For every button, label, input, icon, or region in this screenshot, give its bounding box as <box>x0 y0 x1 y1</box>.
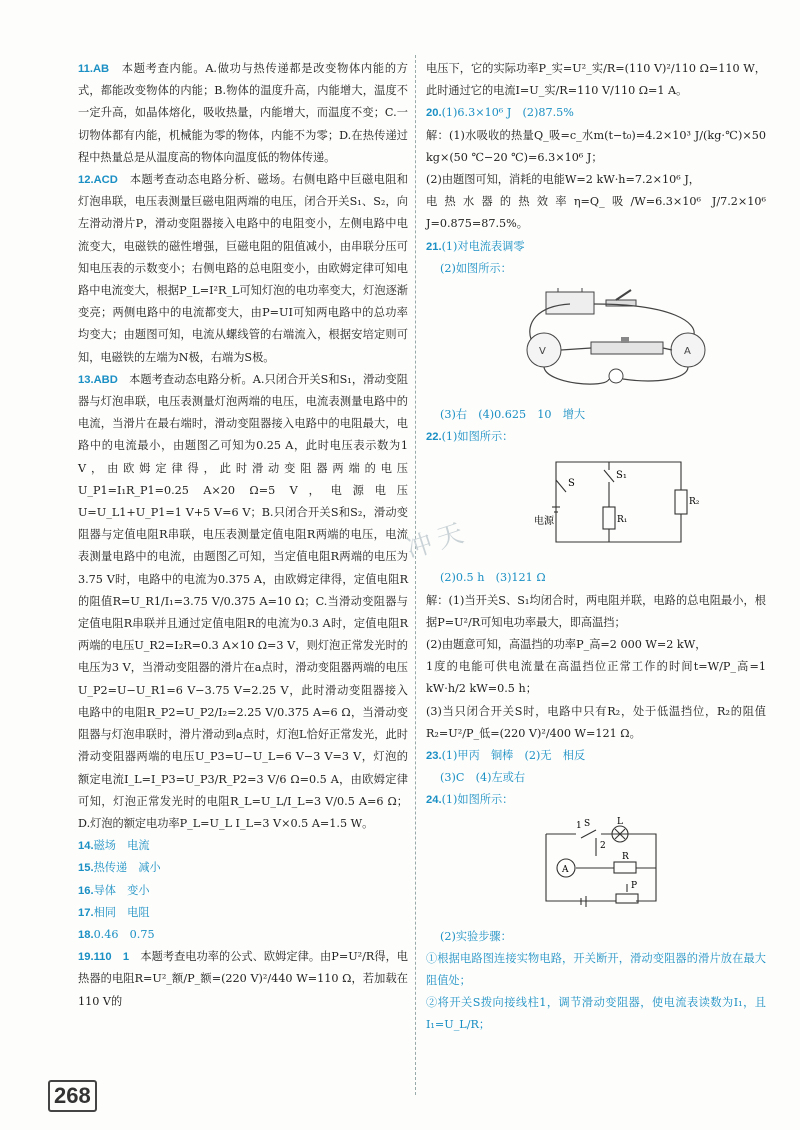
question-number: 14. <box>78 840 94 853</box>
question-number: 13. <box>78 373 94 386</box>
answer-text: 热传递 减小 <box>93 861 161 875</box>
q21-answer-1 <box>426 236 766 258</box>
q20-number: 20. <box>426 107 442 120</box>
answer-text: 相同 电阻 <box>93 905 150 919</box>
svg-text:A: A <box>684 346 691 358</box>
answer-key: AB <box>92 63 110 75</box>
q23-number: 23. <box>426 750 442 763</box>
explanation-text: 本题考查电功率的公式、欧姆定律。由P=U²/R得，电热器的电阻R=U²_额/P_额=(220 V)²/440 W=110 Ω，若加载在110 V的 <box>78 950 408 1008</box>
question-number: 16. <box>78 884 94 897</box>
answer-key: 110 1 <box>93 951 130 964</box>
q22-label-s1: S₁ <box>616 470 627 482</box>
question-number: 11. <box>78 63 93 75</box>
answer-key: ABD <box>93 373 118 386</box>
q24-answer-4: ②将开关S拨向接线柱1，调节滑动变阻器，使电流表读数为I₁，且I₁=U_L/R； <box>426 996 766 1032</box>
q22-answer-1 <box>426 426 766 448</box>
q22-answer-2: (2)0.5 h (3)121 Ω <box>440 571 546 585</box>
q23-answer-2: (3)C (4)左或右 <box>440 771 526 785</box>
answer-text: 导体 变小 <box>93 883 150 897</box>
left-column <box>78 58 408 1013</box>
question-14 <box>78 835 408 857</box>
question-19 <box>78 946 408 1013</box>
q20-answer-text: (1)6.3×10⁶ J (2)87.5% <box>441 106 574 120</box>
q24-label-r: R <box>622 851 629 862</box>
q23-answer-1-text: (1)甲丙 铜棒 (2)无 相反 <box>441 749 586 763</box>
answer-text: 0.46 0.75 <box>93 927 155 941</box>
q21-answer-1-text: (1)对电流表调零 <box>441 239 525 253</box>
q24-label-a: A <box>562 864 569 875</box>
q21-answer-3: (3)右 (4)0.625 10 增大 <box>440 408 586 422</box>
q22-label-r2: R₂ <box>689 497 700 508</box>
q22-answer-1-text: (1)如图所示： <box>441 430 514 444</box>
q24-label-l: L <box>617 816 623 827</box>
question-number: 15. <box>78 862 94 875</box>
battery-pack <box>546 292 594 314</box>
explanation-text: 本题考查内能。A.做功与热传递都是改变物体内能的方式，都能改变物体的内能；B.物体的温度升高，内能增大，温度不一定升高，如晶体熔化，吸收热量，内能增大，而温度不变；C.一切物体都有内能，机械能为零的物体，内能不为零；D.在热传递过程中热量总是从温度高的物体向温度低的物体传递。 <box>78 62 408 164</box>
q24-label-2: 2 <box>600 840 606 851</box>
page-number: 268 <box>48 1080 97 1112</box>
bulb <box>609 369 623 383</box>
question-number: 17. <box>78 906 94 919</box>
q19-continued: 电压下，它的实际功率P_实=U²_实/R=(110 V)²/110 Ω=110 W，此时通过它的电流I=U_实/R=110 V/110 Ω=1 A。 <box>426 62 766 98</box>
q21-circuit-svg <box>426 284 756 394</box>
q24-answer-1 <box>426 789 766 811</box>
q24-answer-2: (2)实验步骤： <box>440 929 512 943</box>
answer-text: 磁场 电流 <box>93 839 150 853</box>
q24-answer-3: ①根据电路图连接实物电路，开关断开，滑动变阻器的滑片放在最大阻值处； <box>426 951 766 988</box>
q20-solution-3: 电热水器的热效率η=Q_吸/W=6.3×10⁶ J/7.2×10⁶ J=0.875=87.5%。 <box>426 195 766 231</box>
question-15 <box>78 857 408 879</box>
rheostat <box>591 342 663 354</box>
question-13 <box>78 369 408 835</box>
svg-text:V: V <box>539 346 546 358</box>
q21-circuit-figure <box>426 284 766 398</box>
question-11 <box>78 58 408 169</box>
q20-solution-2: (2)由题图可知，消耗的电能W=2 kW·h=7.2×10⁶ J， <box>426 173 700 187</box>
question-number: 19. <box>78 951 94 964</box>
q24-number: 24. <box>426 794 442 807</box>
q21-number: 21. <box>426 240 442 253</box>
q22-label-s: S <box>568 478 575 490</box>
q24-label-p: P <box>631 880 638 891</box>
q24-label-s: S <box>584 818 591 829</box>
question-17 <box>78 902 408 924</box>
explanation-text: 本题考查动态电路分析。A.只闭合开关S和S₁，滑动变阻器与灯泡串联，电压表测量灯泡两端的电压，电流表测量电路中的电流，当滑片在最右端时，滑动变阻器接入电路中的电阻最大，电路中的电流最小，由题图乙可知为0.25 A，此时电压表示数为1 V，由欧姆定律得，此时滑动变阻器两端的电压U_P1=I₁R_P1=0.25 A×20 Ω=5 V，电源电压U=U_L1+U_P1=1 V+5 V=6 V；B.只闭合开关S和S₂，滑动变阻器与定值电阻R串联，电压表测量定值电阻R两端的电压，电流表测量电路中的电流，由题图乙可知，当定值电阻R两端的电压为3.75 V时，电路中的电流为0.375 A，由欧姆定律得，定值电阻R的阻值R=U_R1/I₁=3.75 V/0.375 A=10 Ω；C.当滑动变阻器与定值电阻R串联并且通过定值电阻R的电流为0.3 A时，定值电阻R两端的电压U_R2=I₂R=0.3 A×10 Ω=3 V，则灯泡正常发光时的电压为3 V，当滑动变阻器的滑片在a点时，滑动变阻器两端的电压U_P2=U−U_R1=6 V−3.75 V=2.25 V，此时滑动变阻器接入电路中的电阻R_P2=U_P2/I₂=2.25 V/0.375 A=6 Ω，当滑动变阻器与灯泡串联时，滑片滑动到a点时，灯泡L恰好正常发光，此时滑动变阻器两端的电压U_P3=U−U_L=6 V−3 V=3 V，灯泡的额定电流I_L=I_P3=U_P3/R_P2=3 V/6 Ω=0.5 A，由欧姆定律可知，灯泡正常发光时的电阻R_L=U_L/I_L=3 V/0.5 A=6 Ω；D.灯泡的额定电功率P_L=U_L I_L=3 V×0.5 A=1.5 W。 <box>78 372 408 830</box>
q22-label-r1: R₁ <box>617 515 628 526</box>
q20-solution-1: 解：(1)水吸收的热量Q_吸=c_水m(t−t₀)=4.2×10³ J/(kg·℃)×50 kg×(50 ℃−20 ℃)=6.3×10⁶ J； <box>426 128 766 164</box>
right-column <box>426 58 766 1037</box>
question-number: 18. <box>78 928 94 941</box>
q24-answer-1-text: (1)如图所示： <box>441 793 514 807</box>
q23-answer-1 <box>426 745 766 767</box>
question-16 <box>78 880 408 902</box>
column-divider <box>415 55 416 1095</box>
q24-label-1: 1 <box>576 820 582 831</box>
question-12 <box>78 169 408 369</box>
question-18 <box>78 924 408 946</box>
q22-number: 22. <box>426 431 442 444</box>
explanation-text: 本题考查动态电路分析、磁场。右侧电路中巨磁电阻和灯泡串联，电压表测量巨磁电阻两端的电压，闭合开关S₁、S₂，向左滑动滑片P，滑动变阻器接入电路中的电阻变小，左侧电路中电流变大，电磁铁的磁性增强，巨磁电阻的阻值减小，由串联分压可知电压表的示数变小；右侧电路的总电阻变小，由欧姆定律可知电路中电流变大，根据P_L=I²R_L可知灯泡的电功率变大，灯泡逐渐变亮；两侧电路中的电流都变大，由P=UI可知两电路中的总功率均变大；由题图可知，电流从螺线管的右端流入，根据安培定则可知，电磁铁的左端为N极，右端为S极。 <box>78 173 408 364</box>
q22-solution-3: 1度的电能可供电流量在高温挡位正常工作的时间t=W/P_高=1 kW·h/2 kW=0.5 h； <box>426 660 766 696</box>
q22-circuit-figure <box>426 452 766 561</box>
q22-solution-2: (2)由题意可知，高温挡的功率P_高=2 000 W=2 kW， <box>426 638 707 652</box>
q21-answer-2: (2)如图所示： <box>440 261 512 275</box>
q22-label-source: 电源 <box>534 516 554 528</box>
answer-key: ACD <box>93 174 118 187</box>
q20-answer <box>426 102 766 124</box>
q22-solution-1: 解：(1)当开关S、S₁均闭合时，两电阻并联，电路的总电阻最小，根据P=U²/R可知电功率最大，即高温挡； <box>426 593 766 629</box>
q22-circuit-svg <box>426 452 756 557</box>
q24-circuit-figure <box>426 816 766 920</box>
watermark: 冲天 <box>402 516 473 566</box>
q24-circuit-svg <box>426 816 756 916</box>
q22-solution-4: (3)当只闭合开关S时，电路中只有R₂，处于低温挡位，R₂的阻值R₂=U²/P_低=(220 V)²/400 W=121 Ω。 <box>426 704 766 740</box>
question-number: 12. <box>78 174 94 187</box>
